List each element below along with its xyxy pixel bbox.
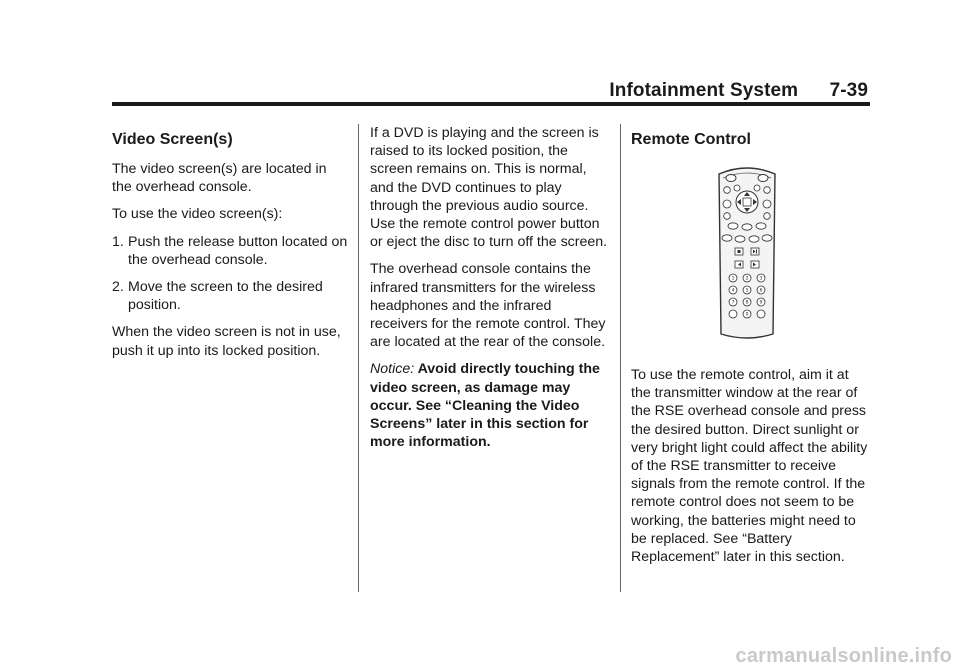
column-video-screens [112,126,348,369]
step-number: 1. [112,233,124,250]
svg-text:7: 7 [731,300,735,306]
notice-label: Notice: [370,361,415,378]
remote-control-illustration-icon [713,164,781,340]
svg-text:5: 5 [745,288,749,294]
svg-text:8: 8 [745,300,749,306]
remote-control-figure [631,160,871,356]
svg-text:9: 9 [759,300,763,306]
svg-text:2: 2 [745,276,749,282]
step-item [112,233,348,269]
step-number: 2. [112,279,124,296]
notice-paragraph [370,360,610,451]
section-title: Infotainment System [609,80,799,101]
watermark: carmanualsonline.info [735,645,952,667]
svg-text:0: 0 [745,312,749,318]
video-screens-lead: To use the video screen(s): [112,206,283,223]
svg-text:4: 4 [731,288,735,294]
step-text: Move the screen to the desired position. [128,279,323,314]
remote-control-heading: Remote Control [631,131,751,148]
video-screens-intro: The video screen(s) are located in the overhead console. [112,161,327,196]
step-text: Push the release button located on the overhead console. [128,233,348,268]
column-remote-control [631,126,871,575]
column-dvd-info [370,124,610,460]
video-screens-steps [112,233,348,315]
page-number: 7-39 [829,80,868,101]
column-divider-left [358,124,359,592]
svg-text:3: 3 [759,276,763,282]
column-divider-right [620,124,621,592]
svg-text:1: 1 [731,276,735,282]
remote-control-body: To use the remote control, aim it at the transmitter window at the rear of the RSE overhead console and press the desired button. Direct sunlight or very bright light could affect the ability of the RSE transmitter to receive signals from the remote control. If the remote control does not seem to be working, the batteries might need to be replaced. See “Battery Replacement” later in this section. [631,367,868,566]
video-screens-heading: Video Screen(s) [112,131,233,148]
header-rule [112,102,870,106]
console-paragraph: The overhead console contains the infrared transmitters for the wireless headphones and the infrared receivers for the remote control. They are located at the rear of the console. [370,261,606,351]
dvd-paragraph: If a DVD is playing and the screen is raised to its locked position, the screen remains on. This is normal, and the DVD continues to play through the previous audio source. Use the remote control power button or eject the disc to turn off the screen. [370,125,608,251]
step-item [112,278,348,314]
page-header [609,80,868,102]
video-screens-closing: When the video screen is not in use, push it up into its locked position. [112,324,341,359]
svg-text:6: 6 [759,288,763,294]
notice-text: Avoid directly touching the video screen, as damage may occur. See “Cleaning the Video Screens” later in this section for more information. [370,361,600,451]
